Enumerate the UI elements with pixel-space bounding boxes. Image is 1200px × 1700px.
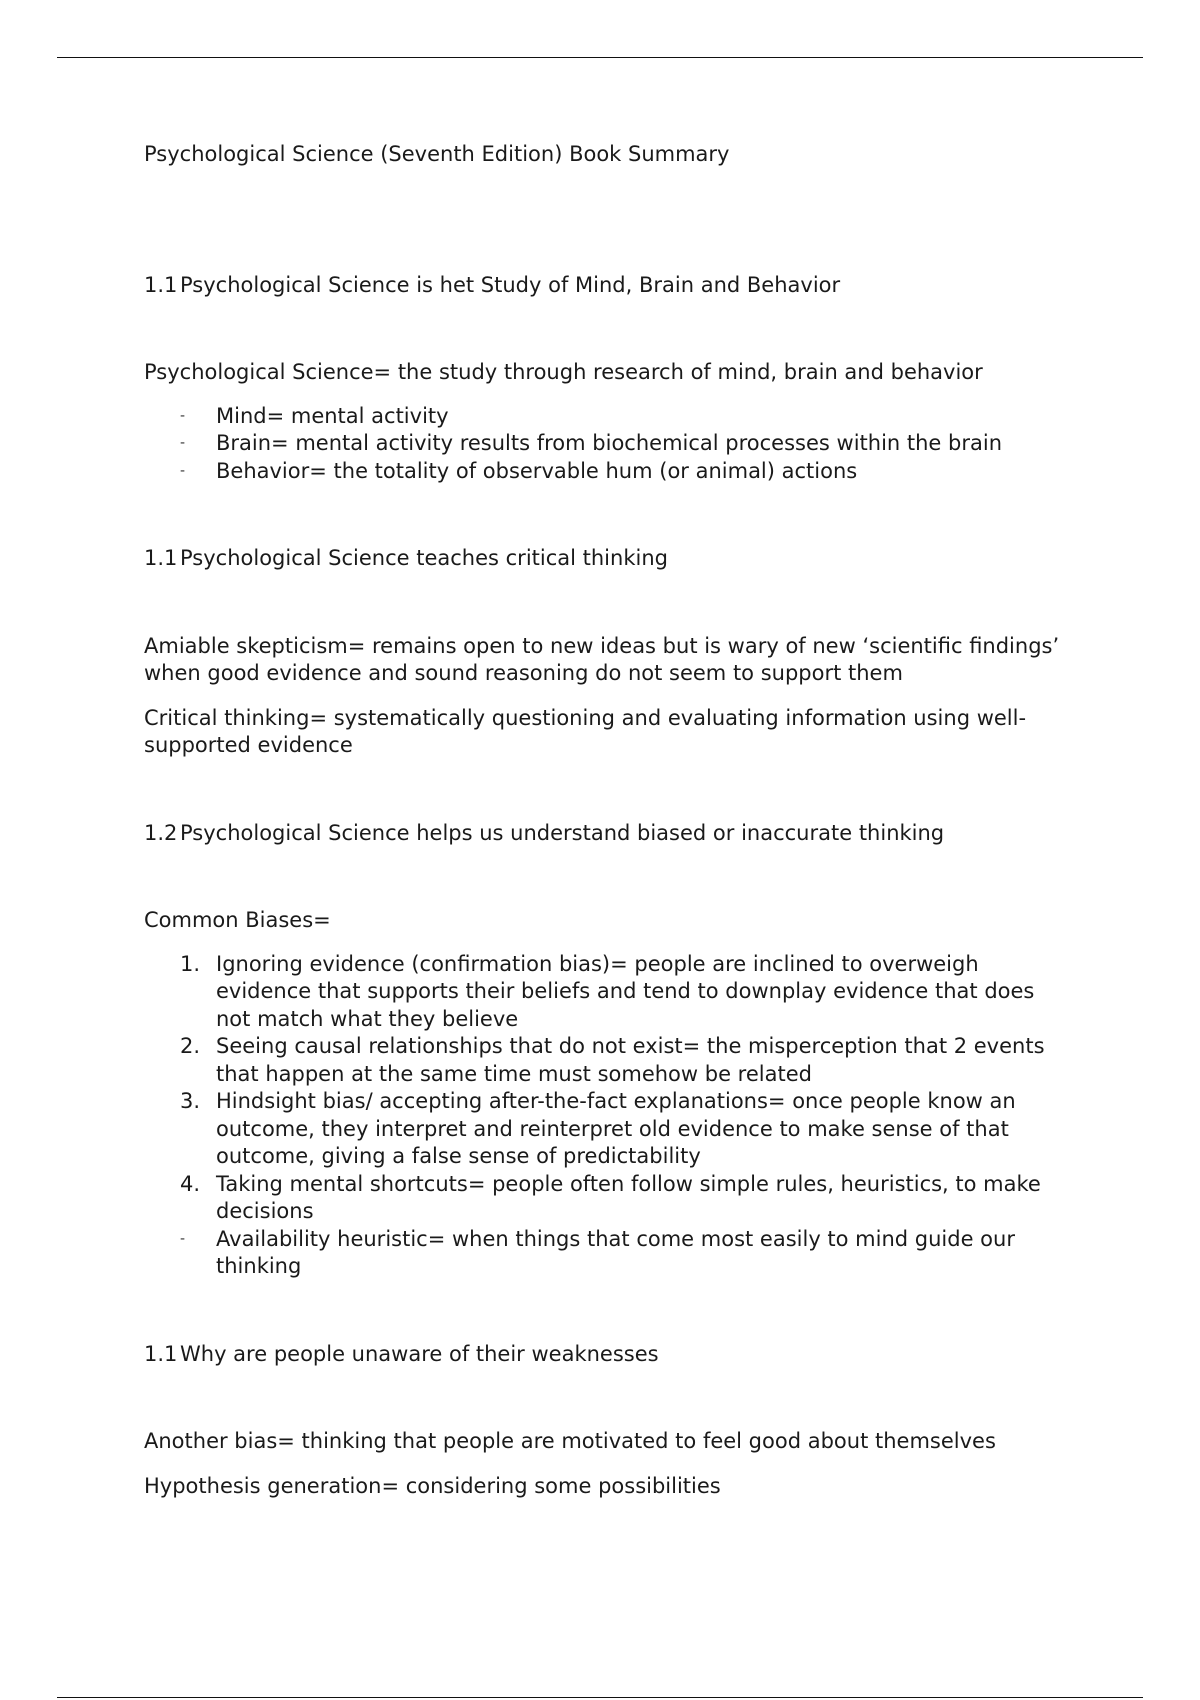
- dash-marker: -: [180, 1230, 186, 1247]
- section-heading-text: Psychological Science helps us understand biased or inaccurate thinking: [180, 820, 945, 845]
- list-marker: 2.: [180, 1034, 201, 1058]
- section-heading-text: Why are people unaware of their weaknesses: [180, 1341, 659, 1366]
- list-item-text: Hindsight bias/ accepting after-the-fact explanations= once people know an outcome, they interpret and reinterpret old evidence to make sense of that outcome, giving a false sense of predictability: [216, 1089, 1016, 1168]
- list-item: [144, 1171, 1064, 1226]
- document-title: Psychological Science (Seventh Edition) Book Summary: [144, 142, 730, 166]
- paragraph: Critical thinking= systematically questioning and evaluating information using well-supported evidence: [144, 705, 1027, 757]
- paragraph: Common Biases=: [144, 908, 331, 932]
- section-heading: [144, 545, 1064, 573]
- section-heading-text: Psychological Science teaches critical thinking: [180, 546, 668, 570]
- list-item: [144, 458, 1064, 486]
- bottom-rule: [57, 1697, 1143, 1698]
- section-number: 1.1: [144, 1341, 178, 1366]
- list-item-text: Brain= mental activity results from biochemical processes within the brain: [216, 431, 1003, 455]
- list-marker: 3.: [180, 1089, 201, 1113]
- paragraph: Hypothesis generation= considering some possibilities: [144, 1473, 721, 1498]
- section-heading-text: Psychological Science is het Study of Mind, Brain and Behavior: [180, 272, 841, 297]
- list-item-text: Mind= mental activity: [216, 403, 449, 428]
- paragraph: Psychological Science= the study through research of mind, brain and behavior: [144, 360, 983, 384]
- paragraph: Another bias= thinking that people are motivated to feel good about themselves: [144, 1429, 996, 1453]
- list-item-text: Behavior= the totality of observable hum (or animal) actions: [216, 458, 858, 483]
- section-heading: [144, 820, 1064, 848]
- section-heading: [144, 1341, 1064, 1369]
- section-heading: [144, 272, 1064, 300]
- dash-marker: -: [180, 462, 186, 479]
- document-body: [144, 141, 1064, 1500]
- list-item-text: Seeing causal relationships that do not exist= the misperception that 2 events that happen at the same time must somehow be related: [216, 1034, 1045, 1086]
- dash-marker: -: [180, 407, 186, 424]
- list-item: [144, 951, 1064, 1034]
- section-number: 1.2: [144, 820, 178, 845]
- list-item-text: Ignoring evidence (confirmation bias)= people are inclined to overweigh evidence that supports their beliefs and tend to downplay evidence that does not match what they believe: [216, 951, 1035, 1031]
- list-item: [144, 1033, 1064, 1088]
- section-number: 1.1: [144, 546, 178, 570]
- paragraph: Amiable skepticism= remains open to new ideas but is wary of new ‘scientific findings’ when good evidence and sound reasoning do not seem to support them: [144, 633, 1060, 685]
- list-item-text: Taking mental shortcuts= people often follow simple rules, heuristics, to make decisions: [216, 1171, 1041, 1223]
- list-item-text: Availability heuristic= when things that come most easily to mind guide our thinking: [216, 1226, 1015, 1278]
- list-marker: 1.: [180, 951, 201, 976]
- bullet-list: [144, 403, 1064, 486]
- section-number: 1.1: [144, 272, 178, 297]
- list-marker: 4.: [180, 1171, 201, 1196]
- top-rule: [57, 57, 1143, 58]
- list-item: [144, 403, 1064, 431]
- list-item: [144, 1088, 1064, 1171]
- list-item: [144, 430, 1064, 458]
- numbered-list: [144, 951, 1064, 1281]
- list-item: [144, 1226, 1064, 1281]
- dash-marker: -: [180, 435, 186, 451]
